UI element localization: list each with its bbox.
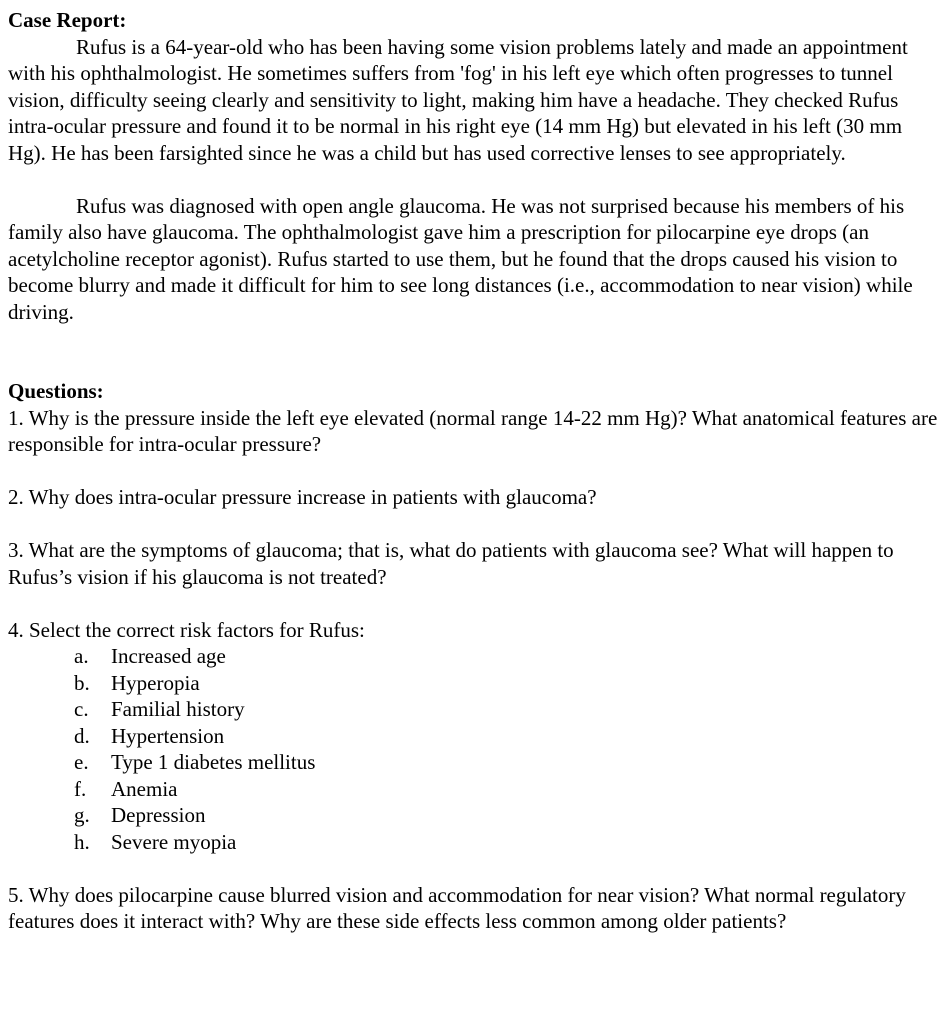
option-text: Hypertension (111, 723, 225, 748)
option-letter: g. (74, 803, 90, 827)
spacer (8, 166, 938, 193)
spacer (8, 325, 938, 378)
option-text: Increased age (111, 644, 226, 668)
option-letter: b. (74, 670, 90, 695)
spacer (8, 511, 938, 538)
option-item (74, 776, 938, 803)
question-2: 2. Why does intra-ocular pressure increase in patients with glaucoma? (8, 485, 597, 509)
option-item (74, 749, 938, 776)
question-4: 4. Select the correct risk factors for Rufus: (8, 617, 365, 642)
spacer (8, 590, 938, 617)
option-item (74, 696, 938, 723)
option-item (74, 670, 938, 697)
option-text: Hyperopia (111, 670, 200, 695)
document (8, 7, 938, 935)
option-item (74, 723, 938, 750)
option-letter: d. (74, 723, 90, 748)
case-report-paragraph-1: Rufus is a 64-year-old who has been having some vision problems lately and made an appointment with his ophthalmologist. He sometimes suffers from 'fog' in his left eye which often progresses to tunnel vision, difficulty seeing clearly and sensitivity to light, making him have a headache. They checked Rufus intra-ocular pressure and found it to be normal in his right eye (14 mm Hg) but elevated in his left (30 mm Hg). He has been farsighted since he was a child but has used corrective lenses to see appropriately. (8, 34, 908, 165)
option-letter: f. (74, 776, 87, 801)
option-text: Severe myopia (111, 829, 237, 854)
question-3: 3. What are the symptoms of glaucoma; that is, what do patients with glaucoma see? What will happen to Rufus’s vision if his glaucoma is not treated? (8, 538, 894, 589)
option-letter: h. (74, 829, 90, 854)
option-text: Anemia (111, 776, 178, 801)
option-letter: a. (74, 644, 89, 668)
option-text: Depression (111, 803, 206, 827)
questions-heading: Questions: (8, 379, 104, 403)
spacer (8, 855, 938, 882)
option-item (74, 802, 938, 829)
option-letter: e. (74, 750, 89, 774)
option-text: Type 1 diabetes mellitus (111, 750, 316, 774)
option-item (74, 643, 938, 670)
case-report-paragraph-2: Rufus was diagnosed with open angle glaucoma. He was not surprised because his members of his family also have glaucoma. The ophthalmologist gave him a prescription for pilocarpine eye drops (an acetylcholine receptor agonist). Rufus started to use them, but he found that the drops caused his vision to become blurry and made it difficult for him to see long distances (i.e., accommodation to near vision) while driving. (8, 193, 913, 324)
spacer (8, 458, 938, 485)
option-letter: c. (74, 697, 89, 721)
case-report-heading: Case Report: (8, 8, 127, 32)
option-text: Familial history (111, 697, 245, 721)
risk-factor-options (8, 643, 938, 855)
question-1: 1. Why is the pressure inside the left eye elevated (normal range 14-22 mm Hg)? What anatomical features are responsible for intra-ocular pressure? (8, 405, 938, 456)
option-item (74, 829, 938, 856)
question-5: 5. Why does pilocarpine cause blurred vision and accommodation for near vision? What normal regulatory features does it interact with? Why are these side effects less common among older patients? (8, 882, 906, 933)
